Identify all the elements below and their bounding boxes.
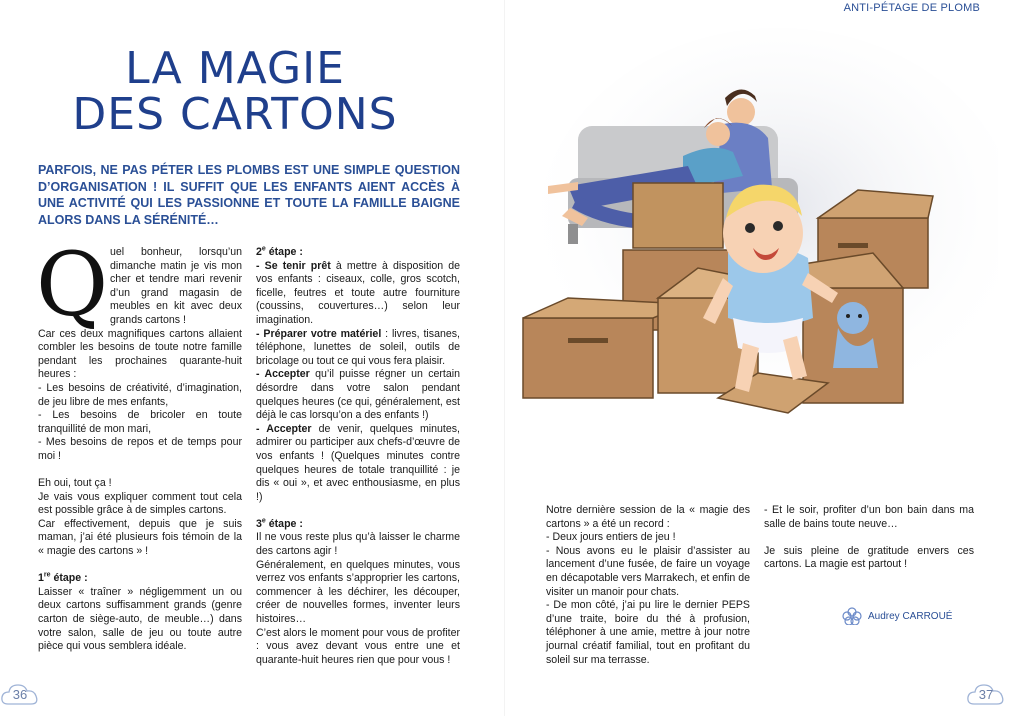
paragraph: Eh oui, tout ça ! [38, 477, 112, 490]
text-column-1 [36, 233, 242, 654]
list-item: - Se tenir prêt à mettre à disposition de vos enfants : ciseaux, colle, gros scotch, ficelle, feutres et toute autre fourniture (coussins, couvertures…) selon leur imagination. [256, 259, 460, 326]
family-cartons-illustration [508, 28, 998, 468]
page-gutter [504, 0, 505, 716]
paragraph: C’est alors le moment pour vous de profiter : vous avez devant vous entre une et quarante-huit heures rien que pour vous ! [256, 626, 460, 666]
list-item: - Accepter qu’il puisse régner un certain désordre dans votre salon pendant quelques heures (ce qui, généralement, est déjà le cas lorsqu’on a des enfants !) [256, 368, 461, 422]
list-item: - Les besoins de bricoler en toute tranquillité de mon mari, [38, 409, 242, 435]
step-2-heading: 2e étape : [256, 245, 303, 258]
title-line-1: LA MAGIE [125, 43, 345, 94]
step-3-heading: 3e étape : [256, 517, 303, 530]
text-column-2 [256, 246, 460, 667]
list-item: - Préparer votre matériel : livres, tisanes, téléphone, lunettes de soleil, outils de bricolage ou tout ce qui vous fera plaisir. [256, 327, 460, 367]
text-column-4 [764, 504, 974, 572]
list-item: - Deux jours entiers de jeu ! [546, 531, 676, 544]
paragraph: Car effectivement, depuis que je suis maman, j’ai été plusieurs fois témoin de la « magie des cartons » ! [38, 517, 242, 558]
list-item: - De mon côté, j’ai pu lire le dernier PEPS d’une traite, boire du thé à profusion, téléphoner à une amie, mettre à jour notre journal créatif familial, tout en profitant du soleil sur ma terrasse. [546, 599, 750, 666]
list-item: - Nous avons eu le plaisir d’assister au lancement d’une fusée, de faire un voyage en décapotable vers Marrakech, et enfin de visiter un manoir pour chats. [546, 544, 750, 598]
list-item: - Mes besoins de repos et de temps pour moi ! [38, 436, 242, 462]
page-number-left: 36 [0, 682, 40, 708]
text-column-3 [546, 504, 750, 667]
title-line-2: DES CARTONS [72, 89, 398, 140]
author-signature [842, 607, 952, 625]
paragraph: Il ne vous reste plus qu’à laisser le charme des cartons agir ! [256, 531, 460, 558]
paragraph: Je vais vous expliquer comment tout cela est possible grâce à de simples cartons. [38, 490, 242, 517]
drop-cap: Q [36, 233, 109, 336]
list-item: - Les besoins de créativité, d’imagination, de jeu libre de mes enfants, [38, 381, 242, 408]
step-1-text: Laisser « traîner » négligemment un ou deux cartons suffisamment grands (genre carton de siège-auto, de meuble…) dans votre salon, salle de jeu ou toute autre pièce qui vous semblera idéale. [38, 585, 242, 653]
section-tag: ANTI-PÉTAGE DE PLOMB [843, 2, 980, 14]
paragraph: Je suis pleine de gratitude envers ces cartons. La magie est partout ! [764, 544, 974, 571]
paragraph: Généralement, en quelques minutes, vous verrez vos enfants s’approprier les cartons, commencer à les déchirer, les découper, créer de nouvelles formes, inventer leurs histoires… [256, 558, 460, 626]
paragraph: Notre dernière session de la « magie des cartons » a été un record : [546, 504, 750, 530]
paragraph: Car ces deux magnifiques cartons allaient combler les besoins de toute notre famille pendant les prochaines quarante-huit heures : [38, 327, 242, 381]
list-item: - Accepter de venir, quelques minutes, admirer ou participer aux chefs-d’œuvre de vos enfants ! (Quelques minutes contre quelques heures de totale tranquillité : je dis « oui », et avec enthousiasme, en plus !) [256, 422, 461, 503]
intro-paragraph: uel bonheur, lorsqu’un dimanche matin je vis mon cher et tendre mari revenir d’un grand magasin de meubles en kit avec deux grands cartons ! [110, 246, 242, 326]
author-name: Audrey CARROUÉ [868, 610, 953, 622]
list-item: - Et le soir, profiter d’un bon bain dans ma salle de bains toute neuve… [764, 504, 974, 530]
article-title [60, 43, 410, 140]
article-lead: PARFOIS, NE PAS PÉTER LES PLOMBS EST UNE SIMPLE QUESTION D’ORGANISATION ! IL SUFFIT QUE LES ENFANTS AIENT ACCÈS À UNE ACTIVITÉ QUI LES PASSIONNE ET TOUTE LA FAMILLE BAIGNE ALORS DANS LA SÉRÉNITÉ… [38, 163, 460, 227]
step-1-heading: 1re étape : [38, 571, 88, 585]
flower-icon [842, 607, 862, 625]
page-number-right: 37 [966, 682, 1006, 708]
